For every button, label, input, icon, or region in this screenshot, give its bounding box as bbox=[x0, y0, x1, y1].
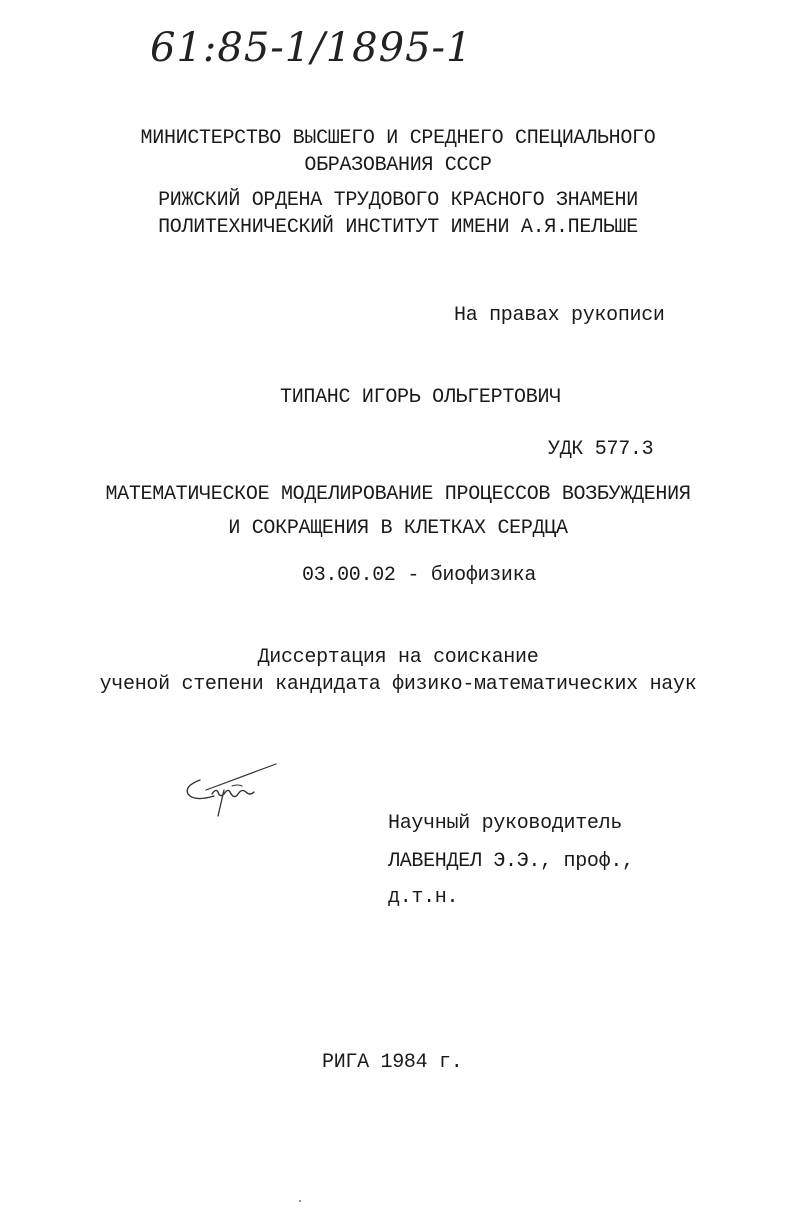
title-line-1: МАТЕМАТИЧЕСКОЕ МОДЕЛИРОВАНИЕ ПРОЦЕССОВ ВОЗБУЖДЕНИЯ bbox=[105, 483, 691, 506]
dissertation-line-2: ученой степени кандидата физико-математических наук bbox=[99, 673, 697, 696]
city-year: РИГА 1984 г. bbox=[322, 1051, 463, 1074]
specialty: 03.00.02 - биофизика bbox=[302, 564, 537, 587]
ministry-line-2: ОБРАЗОВАНИЯ СССР bbox=[304, 154, 492, 177]
manuscript-note: На правах рукописи bbox=[454, 304, 665, 327]
udc-code: УДК 577.3 bbox=[548, 438, 654, 461]
institute-line-1: РИЖСКИЙ ОРДЕНА ТРУДОВОГО КРАСНОГО ЗНАМЕНИ bbox=[158, 189, 638, 212]
supervisor-label: Научный руководитель bbox=[388, 812, 623, 835]
ministry-line-1: МИНИСТЕРСТВО ВЫСШЕГО И СРЕДНЕГО СПЕЦИАЛЬНОГО bbox=[140, 127, 656, 150]
scan-speck bbox=[299, 1200, 301, 1202]
author-signature bbox=[178, 760, 282, 818]
institute-line-2: ПОЛИТЕХНИЧЕСКИЙ ИНСТИТУТ ИМЕНИ А.Я.ПЕЛЬШЕ bbox=[158, 216, 638, 239]
dissertation-line-1: Диссертация на соискание bbox=[257, 646, 539, 669]
supervisor-name: ЛАВЕНДЕЛ Э.Э., проф., bbox=[388, 850, 634, 873]
supervisor-degree: д.т.н. bbox=[388, 886, 459, 909]
archive-code-handwritten: 61:85-1/1895-1 bbox=[150, 25, 473, 71]
author-name: ТИПАНС ИГОРЬ ОЛЬГЕРТОВИЧ bbox=[280, 386, 561, 409]
title-line-2: И СОКРАЩЕНИЯ В КЛЕТКАХ СЕРДЦА bbox=[228, 517, 568, 540]
